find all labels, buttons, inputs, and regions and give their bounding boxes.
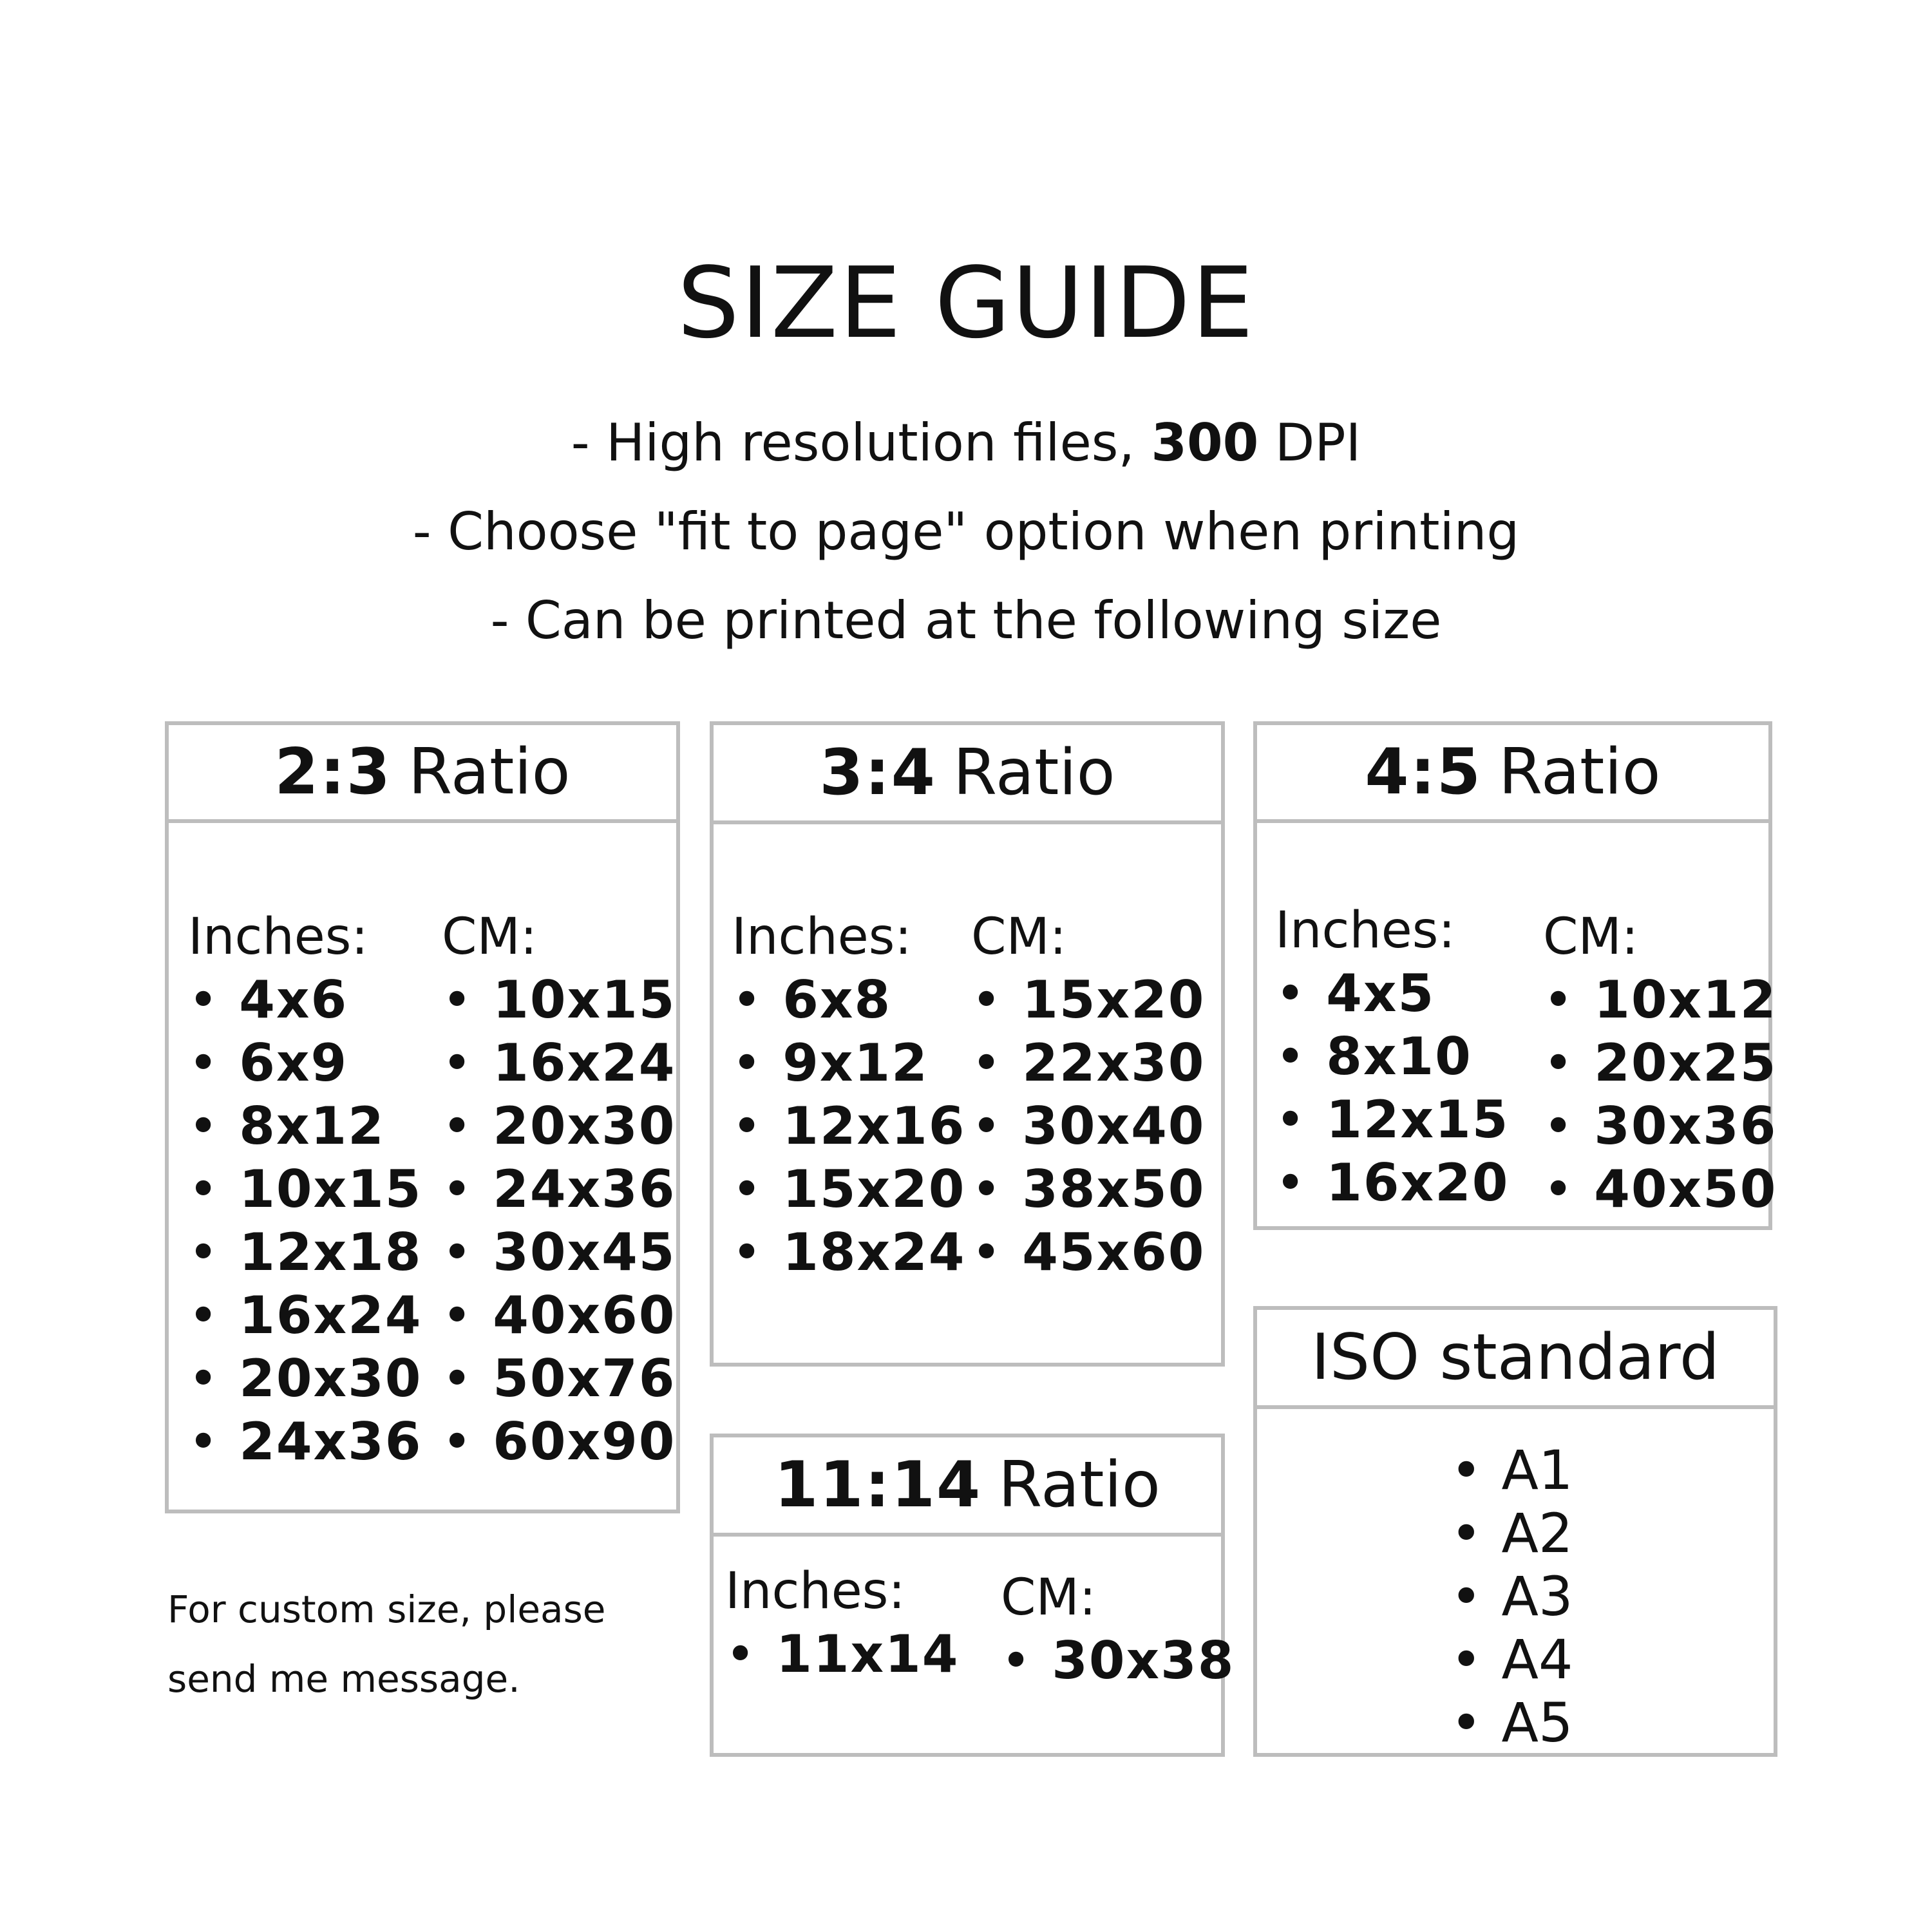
list-item: • 4x5 bbox=[1275, 962, 1509, 1025]
ratio-2-3-heading bbox=[169, 725, 676, 823]
ratio-2-3-word: Ratio bbox=[408, 735, 571, 809]
list-item: • 20x25 bbox=[1543, 1032, 1777, 1095]
custom-size-note-line-2: send me message. bbox=[167, 1657, 520, 1701]
list-item: • A1 bbox=[1450, 1439, 1573, 1502]
list-item: • 9x12 bbox=[732, 1032, 965, 1095]
ratio-3-4-value: 3:4 bbox=[819, 736, 936, 810]
list-item: • 20x30 bbox=[442, 1095, 676, 1158]
ratio-2-3-cm-column bbox=[442, 905, 676, 1473]
list-item: • 30x45 bbox=[442, 1221, 676, 1284]
ratio-2-3-box bbox=[165, 721, 680, 1513]
list-item: • 18x24 bbox=[732, 1221, 965, 1284]
list-item: • 15x20 bbox=[971, 969, 1205, 1032]
ratio-2-3-value: 2:3 bbox=[274, 735, 392, 809]
inches-label: Inches: bbox=[1275, 902, 1455, 960]
list-item: • 4x6 bbox=[188, 969, 422, 1032]
list-item: • 60x90 bbox=[442, 1410, 676, 1473]
list-item: • 30x40 bbox=[971, 1095, 1205, 1158]
ratio-4-5-cm-list bbox=[1543, 969, 1777, 1221]
list-item: • 24x36 bbox=[188, 1410, 422, 1473]
ratio-4-5-box bbox=[1253, 721, 1777, 1230]
list-item: • 30x38 bbox=[1001, 1629, 1235, 1692]
list-item: • 22x30 bbox=[971, 1032, 1205, 1095]
list-item: • 15x20 bbox=[732, 1158, 965, 1221]
iso-standard-list bbox=[1450, 1439, 1573, 1754]
cm-label: CM: bbox=[442, 908, 538, 966]
ratio-2-3-cm-list bbox=[442, 969, 676, 1473]
note-printable-sizes: - Can be printed at the following size bbox=[490, 591, 1442, 650]
ratio-2-3-inches-list bbox=[188, 969, 422, 1473]
cm-label: CM: bbox=[1001, 1569, 1097, 1627]
inches-label: Inches: bbox=[725, 1562, 905, 1620]
list-item: • 8x12 bbox=[188, 1095, 422, 1158]
list-item: • A2 bbox=[1450, 1502, 1573, 1565]
ratio-4-5-value: 4:5 bbox=[1365, 735, 1482, 809]
list-item: • 10x15 bbox=[442, 969, 676, 1032]
iso-standard-column bbox=[1450, 1439, 1573, 1754]
list-item: • 24x36 bbox=[442, 1158, 676, 1221]
page-title: SIZE GUIDE bbox=[677, 246, 1255, 360]
ratio-11-14-cm-column bbox=[1001, 1566, 1235, 1692]
note-resolution bbox=[0, 413, 1932, 473]
list-item: • A4 bbox=[1450, 1628, 1573, 1691]
inches-label: Inches: bbox=[188, 908, 368, 966]
list-item: • 16x24 bbox=[442, 1032, 676, 1095]
ratio-3-4-inches-list bbox=[732, 969, 965, 1284]
list-item: • 10x12 bbox=[1543, 969, 1777, 1032]
ratio-3-4-cm-column bbox=[971, 905, 1205, 1284]
ratio-4-5-word: Ratio bbox=[1498, 735, 1661, 809]
list-item: • 16x20 bbox=[1275, 1151, 1509, 1215]
list-item: • 11x14 bbox=[725, 1623, 959, 1686]
ratio-4-5-inches-list bbox=[1275, 962, 1509, 1215]
cm-label: CM: bbox=[1543, 908, 1639, 966]
list-item: • A5 bbox=[1450, 1691, 1573, 1754]
list-item: • 6x8 bbox=[732, 969, 965, 1032]
ratio-11-14-word: Ratio bbox=[998, 1448, 1160, 1522]
list-item: • 20x30 bbox=[188, 1347, 422, 1410]
iso-standard-heading: ISO standard bbox=[1257, 1310, 1774, 1409]
list-item: • 45x60 bbox=[971, 1221, 1205, 1284]
ratio-2-3-inches-column bbox=[188, 905, 422, 1473]
list-item: • 8x10 bbox=[1275, 1025, 1509, 1088]
ratio-3-4-word: Ratio bbox=[952, 736, 1115, 810]
custom-size-note bbox=[167, 1575, 683, 1714]
ratio-3-4-cm-list bbox=[971, 969, 1205, 1284]
ratio-11-14-inches-list bbox=[725, 1623, 959, 1686]
ratio-3-4-heading bbox=[714, 725, 1221, 824]
list-item: • A3 bbox=[1450, 1565, 1573, 1628]
ratio-11-14-value: 11:14 bbox=[774, 1448, 982, 1522]
ratio-3-4-inches-column bbox=[732, 905, 965, 1284]
note-resolution-text: - High resolution files, bbox=[571, 413, 1151, 473]
list-item: • 38x50 bbox=[971, 1158, 1205, 1221]
list-item: • 50x76 bbox=[442, 1347, 676, 1410]
list-item: • 12x18 bbox=[188, 1221, 422, 1284]
ratio-11-14-heading bbox=[714, 1437, 1221, 1537]
list-item: • 10x15 bbox=[188, 1158, 422, 1221]
cm-label: CM: bbox=[971, 908, 1067, 966]
ratio-11-14-cm-list bbox=[1001, 1629, 1235, 1692]
ratio-4-5-heading bbox=[1257, 725, 1768, 823]
note-fit-to-page: - Choose "fit to page" option when printing bbox=[412, 502, 1520, 562]
list-item: • 12x16 bbox=[732, 1095, 965, 1158]
note-resolution-dpi: 300 bbox=[1151, 413, 1259, 473]
custom-size-note-line-1: For custom size, please bbox=[167, 1587, 606, 1631]
list-item: • 6x9 bbox=[188, 1032, 422, 1095]
ratio-4-5-cm-column bbox=[1543, 905, 1777, 1221]
ratio-4-5-inches-column bbox=[1275, 899, 1509, 1215]
list-item: • 12x15 bbox=[1275, 1088, 1509, 1151]
inches-label: Inches: bbox=[732, 908, 912, 966]
note-resolution-unit: DPI bbox=[1258, 413, 1361, 473]
list-item: • 40x50 bbox=[1543, 1158, 1777, 1221]
list-item: • 16x24 bbox=[188, 1284, 422, 1347]
iso-standard-box bbox=[1253, 1306, 1777, 1757]
ratio-11-14-inches-column bbox=[725, 1560, 959, 1686]
list-item: • 40x60 bbox=[442, 1284, 676, 1347]
list-item: • 30x36 bbox=[1543, 1095, 1777, 1158]
ratio-11-14-box bbox=[710, 1434, 1235, 1757]
ratio-3-4-box bbox=[710, 721, 1225, 1367]
